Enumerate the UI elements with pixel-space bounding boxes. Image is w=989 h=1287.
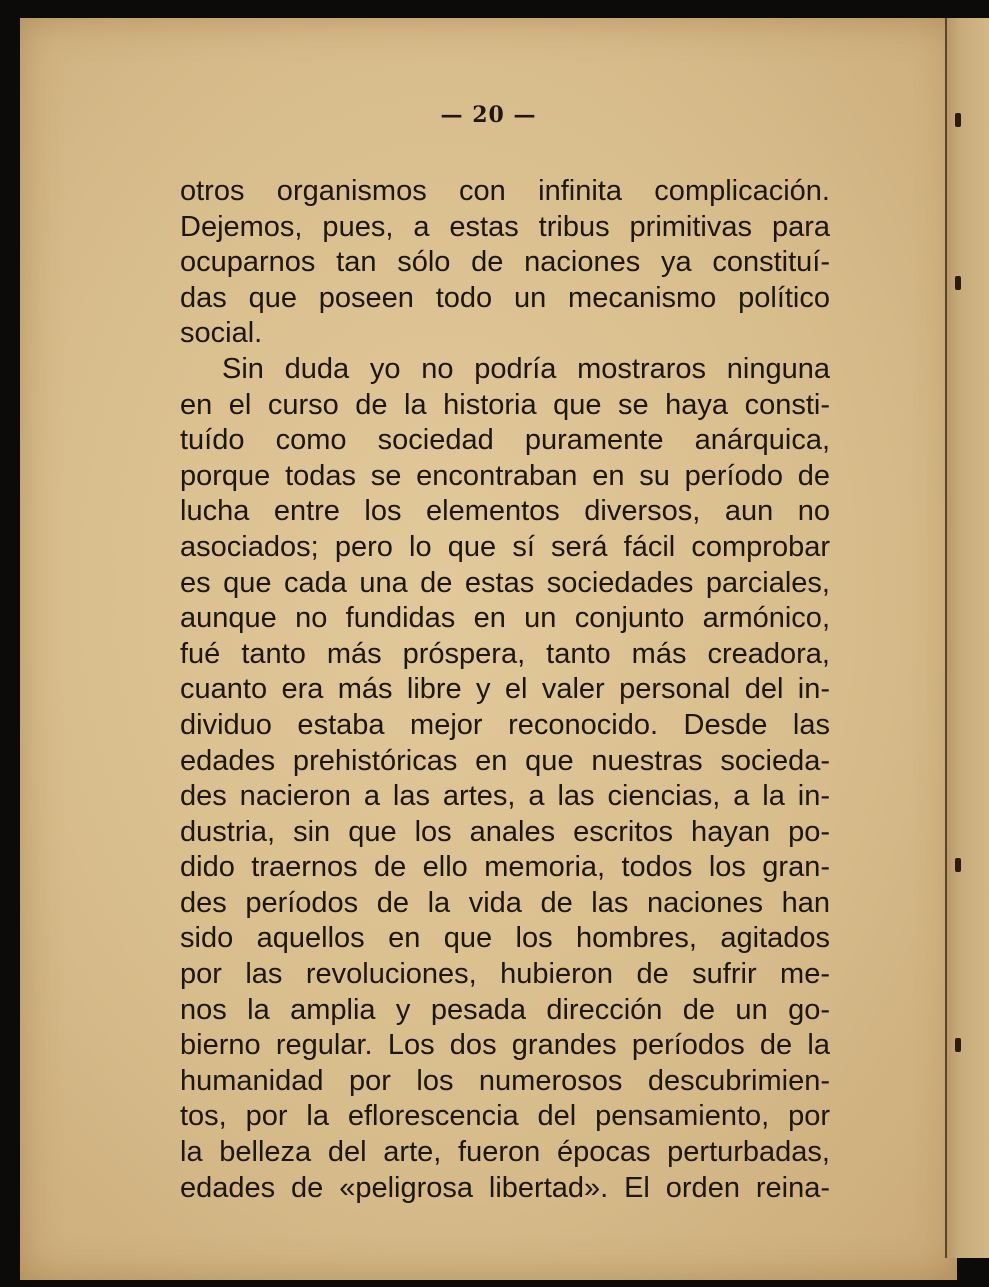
text-line: des nacieron a las artes, a las ciencias, a la in- (180, 780, 830, 813)
page-number: — 20 — (440, 102, 537, 128)
text-line: la belleza del arte, fueron épocas perturbadas, (180, 1136, 830, 1169)
text-line: lucha entre los elementos diversos, aun no (180, 495, 830, 528)
text-line: aunque no fundidas en un conjunto armónico, (180, 602, 830, 635)
text-line: dido traernos de ello memoria, todos los gran- (180, 851, 830, 884)
text-line: porque todas se encontraban en su período de (180, 459, 830, 492)
text-line: dividuo estaba mejor reconocido. Desde las (180, 708, 830, 741)
text-line: tos, por la eflorescencia del pensamiento, por (180, 1100, 830, 1133)
binding-thread-mark (955, 1038, 961, 1052)
body-text (180, 174, 830, 1206)
binding-thread-mark (955, 113, 961, 127)
binding-thread-mark (955, 858, 961, 872)
text-line: dustria, sin que los anales escritos hayan po- (180, 815, 830, 848)
text-line: en el curso de la historia que se haya consti- (180, 388, 830, 421)
binding-thread-mark (955, 276, 961, 290)
text-line: edades prehistóricas en que nuestras socieda- (180, 744, 830, 777)
text-line: Dejemos, pues, a estas tribus primitivas para (180, 210, 830, 243)
text-line: des períodos de la vida de las naciones han (180, 886, 830, 919)
text-line: es que cada una de estas sociedades parciales, (180, 566, 830, 599)
text-line: bierno regular. Los dos grandes períodos de la (180, 1029, 830, 1062)
text-line: humanidad por los numerosos descubrimien- (180, 1064, 830, 1097)
text-line: das que poseen todo un mecanismo político (180, 281, 830, 314)
text-line: cuanto era más libre y el valer personal del in- (180, 673, 830, 706)
text-line: por las revoluciones, hubieron de sufrir me- (180, 958, 830, 991)
text-line: Sin duda yo no podría mostraros ninguna (222, 352, 830, 385)
text-line: ocuparnos tan sólo de naciones ya constituí- (180, 246, 830, 279)
text-line: otros organismos con infinita complicación. (180, 175, 830, 207)
text-line: tuído como sociedad puramente anárquica, (180, 424, 830, 457)
paper-page (20, 18, 957, 1280)
text-line: sido aquellos en que los hombres, agitados (180, 922, 830, 955)
text-line: nos la amplia y pesada dirección de un go- (180, 993, 830, 1026)
text-line: asociados; pero lo que sí será fácil comprobar (180, 530, 830, 563)
text-line: fué tanto más próspera, tanto más creadora, (180, 637, 830, 670)
binding-gutter (945, 18, 989, 1258)
text-line: edades de «peligrosa libertad». El orden reina- (180, 1171, 830, 1204)
text-line: social. (180, 317, 263, 350)
